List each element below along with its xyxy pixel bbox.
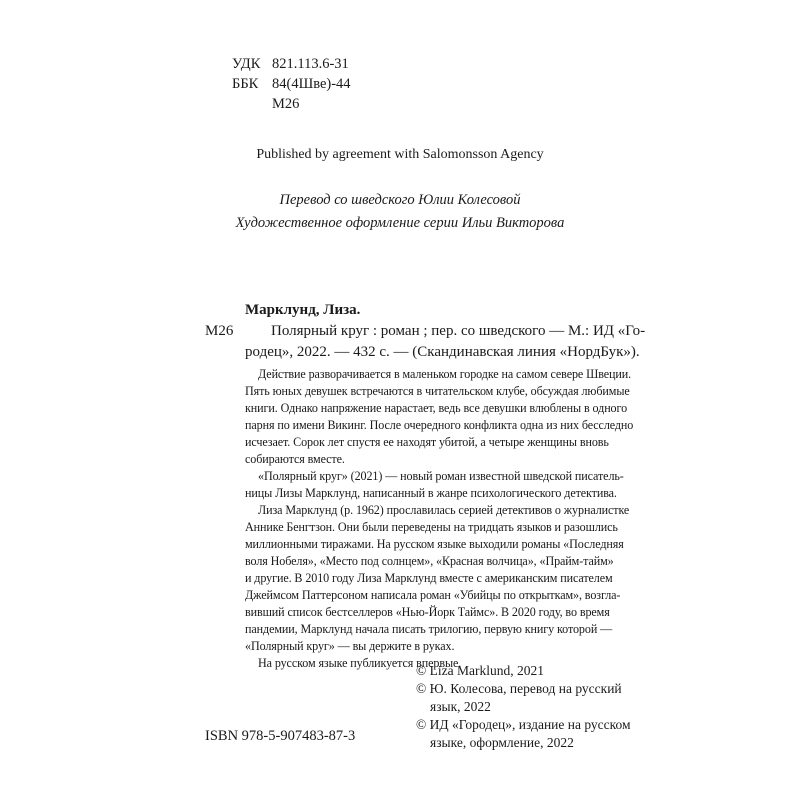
catalog-code: М26 — [205, 323, 234, 339]
annotation-line: воля Нобеля», «Место под солнцем», «Красная волчица», «Прайм-тайм» — [245, 554, 614, 568]
copyright-line: © Liza Marklund, 2021 — [416, 663, 544, 678]
annotation-line: пандемии, Марклунд начала писать трилогию, первую книгу которой — — [245, 622, 613, 636]
annotation-line: Действие разворачивается в маленьком городке на самом севере Швеции. — [258, 367, 632, 381]
annotation-line: Аннике Бенгтзон. Они были переведены на тридцать языков и разошлись — [245, 520, 618, 534]
annotation-line: «Полярный круг» (2021) — новый роман известной шведской писатель- — [258, 469, 624, 483]
annotation-line: «Полярный круг» — вы держите в руках. — [245, 639, 455, 653]
annotation-line: На русском языке публикуется впервые. — [258, 656, 462, 670]
catalog-entry-line-2: родец», 2022. — 432 с. — (Скандинавская линия «НордБук»). — [245, 344, 640, 360]
annotation-line: вивший список бестселлеров «Нью-Йорк Таймс». В 2020 году, во время — [245, 605, 610, 619]
annotation-line: миллионными тиражами. На русском языке выходили романы «Последняя — [245, 537, 624, 551]
translator-credit: Перевод со шведского Юлии Колесовой — [279, 192, 521, 208]
annotation-line: исчезает. Сорок лет спустя ее находят убитой, а четыре женщины вновь — [245, 435, 609, 449]
annotation-line: книги. Однако напряжение нарастает, ведь все девушки влюблены в одного — [245, 401, 628, 415]
bbk-value: 84(4Шве)-44 — [272, 76, 351, 92]
bbk-label: ББК — [232, 76, 259, 92]
annotation-line: и другие. В 2010 году Лиза Марклунд вместе с американским писателем — [245, 571, 613, 585]
design-credit: Художественное оформление серии Ильи Викторова — [235, 215, 565, 231]
annotation-line: Лиза Марклунд (р. 1962) прославилась серией детективов о журналистке — [258, 503, 630, 517]
annotation-line: Джеймсом Паттерсоном написала роман «Убийцы по открыткам», возгла- — [245, 588, 621, 602]
author-sign: М26 — [272, 96, 300, 112]
udk-value: 821.113.6-31 — [272, 56, 349, 72]
publisher-note: Published by agreement with Salomonsson Agency — [256, 147, 544, 162]
copyright-line: © Ю. Колесова, перевод на русский — [416, 681, 622, 696]
isbn: ISBN 978-5-907483-87-3 — [205, 728, 356, 744]
annotation-line: ницы Лизы Марклунд, написанный в жанре психологического детектива. — [245, 486, 617, 500]
catalog-entry-line-1: Полярный круг : роман ; пер. со шведского — М.: ИД «Го- — [271, 323, 646, 339]
annotation-line: парня по имени Викинг. После очередного конфликта одна из них бесследно — [245, 418, 634, 432]
copyright-line: © ИД «Городец», издание на русском — [416, 717, 631, 732]
copyright-line: язык, 2022 — [430, 699, 491, 714]
udk-label: УДК — [232, 56, 261, 72]
annotation-line: Пять юных девушек встречаются в читательском клубе, обсуждая любимые — [245, 384, 630, 398]
copyright-line: языке, оформление, 2022 — [430, 735, 574, 750]
author-heading: Марклунд, Лиза. — [245, 302, 361, 318]
annotation-line: собираются вместе. — [245, 452, 345, 466]
